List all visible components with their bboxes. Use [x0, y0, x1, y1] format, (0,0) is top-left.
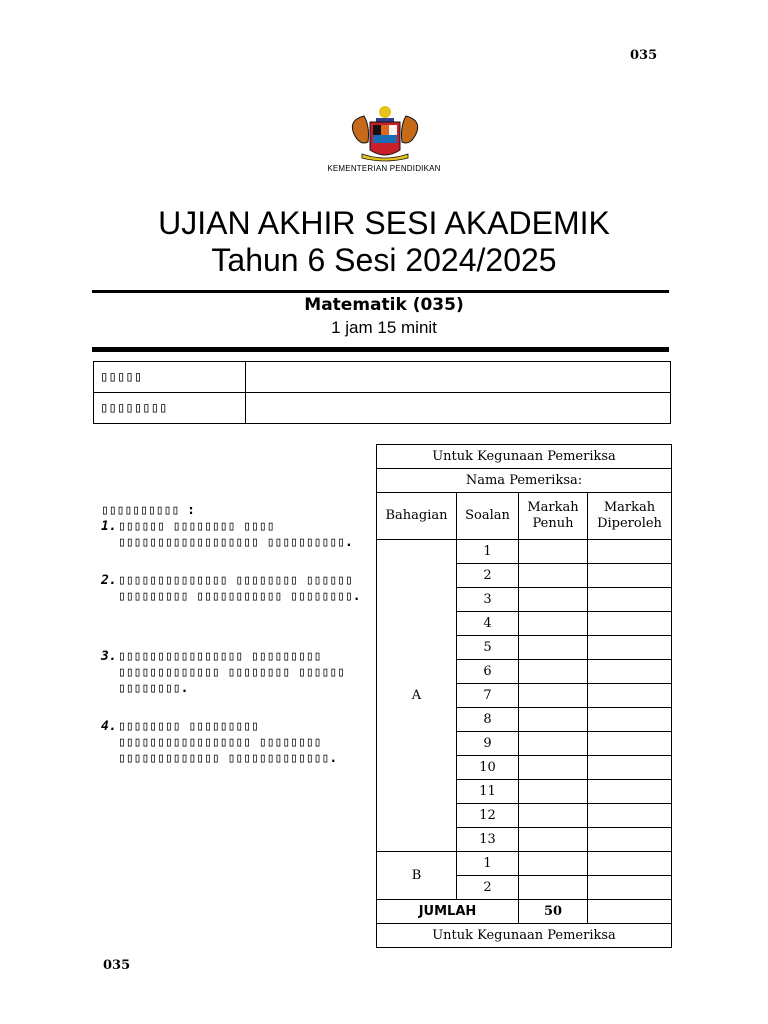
candidate-name-label: ▯▯▯▯▯	[94, 362, 246, 393]
question-number: 12	[457, 804, 519, 828]
instruction-text: ▯▯▯▯▯▯ ▯▯▯▯▯▯▯▯ ▯▯▯▯ ▯▯▯▯▯▯▯▯▯▯▯▯▯▯▯▯▯▯ ▯▯▯▯▯▯▯▯▯▯.	[118, 519, 353, 550]
question-number: 7	[457, 684, 519, 708]
candidate-class-label: ▯▯▯▯▯▯▯▯	[94, 393, 246, 424]
header-section: Bahagian	[377, 493, 457, 540]
section-label: B	[377, 852, 457, 900]
marks-obtained-cell[interactable]	[588, 756, 672, 780]
paper-code-bottom: 035	[103, 958, 131, 973]
marks-obtained-cell[interactable]	[588, 828, 672, 852]
marks-obtained-cell[interactable]	[588, 660, 672, 684]
question-number: 4	[457, 612, 519, 636]
question-number: 6	[457, 660, 519, 684]
instruction-number: 4.	[101, 719, 117, 734]
marks-obtained-cell[interactable]	[588, 876, 672, 900]
exam-duration: 1 jam 15 minit	[331, 318, 437, 337]
question-number: 2	[457, 564, 519, 588]
marks-obtained-cell[interactable]	[588, 804, 672, 828]
full-marks-cell[interactable]	[519, 780, 588, 804]
full-marks-cell[interactable]	[519, 564, 588, 588]
instruction-number: 1.	[101, 519, 117, 534]
section-label: A	[377, 540, 457, 852]
marks-obtained-cell[interactable]	[588, 588, 672, 612]
total-label: JUMLAH	[377, 900, 519, 924]
ministry-label: KEMENTERIAN PENDIDIKAN	[327, 164, 441, 173]
instruction-item	[101, 573, 363, 605]
instructions-heading: ▯▯▯▯▯▯▯▯▯▯ :	[101, 503, 195, 518]
header-full-marks: Markah Penuh	[519, 493, 588, 540]
divider-top	[92, 290, 669, 293]
marks-obtained-cell[interactable]	[588, 636, 672, 660]
question-number: 3	[457, 588, 519, 612]
total-full-marks: 50	[519, 900, 588, 924]
total-marks-obtained[interactable]	[588, 900, 672, 924]
full-marks-cell[interactable]	[519, 660, 588, 684]
instruction-text: ▯▯▯▯▯▯▯▯▯▯▯▯▯▯▯▯ ▯▯▯▯▯▯▯▯▯ ▯▯▯▯▯▯▯▯▯▯▯▯▯ ▯▯▯▯▯▯▯▯ ▯▯▯▯▯▯ ▯▯▯▯▯▯▯▯.	[118, 649, 345, 696]
header-question: Soalan	[457, 493, 519, 540]
exam-title: UJIAN AKHIR SESI AKADEMIK	[158, 205, 610, 241]
instruction-text: ▯▯▯▯▯▯▯▯▯▯▯▯▯▯ ▯▯▯▯▯▯▯▯ ▯▯▯▯▯▯ ▯▯▯▯▯▯▯▯▯ ▯▯▯▯▯▯▯▯▯▯▯ ▯▯▯▯▯▯▯▯.	[118, 573, 361, 604]
marks-obtained-cell[interactable]	[588, 852, 672, 876]
marks-obtained-cell[interactable]	[588, 564, 672, 588]
examiner-name-row[interactable]: Nama Pemeriksa:	[377, 469, 672, 493]
question-number: 13	[457, 828, 519, 852]
full-marks-cell[interactable]	[519, 588, 588, 612]
full-marks-cell[interactable]	[519, 828, 588, 852]
marks-obtained-cell[interactable]	[588, 612, 672, 636]
subject-name: Matematik (035)	[304, 295, 464, 315]
instruction-item	[101, 719, 363, 767]
full-marks-cell[interactable]	[519, 540, 588, 564]
candidate-name-field[interactable]	[246, 362, 671, 393]
candidate-class-field[interactable]	[246, 393, 671, 424]
candidate-info-table	[93, 361, 671, 424]
marks-obtained-cell[interactable]	[588, 732, 672, 756]
full-marks-cell[interactable]	[519, 684, 588, 708]
paper-code-top: 035	[630, 48, 658, 63]
marks-obtained-cell[interactable]	[588, 780, 672, 804]
examiner-marks-table	[376, 444, 672, 948]
marks-obtained-cell[interactable]	[588, 708, 672, 732]
instruction-item	[101, 519, 363, 551]
examiner-use-footer: Untuk Kegunaan Pemeriksa	[377, 924, 672, 948]
marks-obtained-cell[interactable]	[588, 684, 672, 708]
instruction-number: 2.	[101, 573, 117, 588]
instructions	[101, 503, 363, 767]
question-number: 1	[457, 540, 519, 564]
full-marks-cell[interactable]	[519, 852, 588, 876]
question-number: 9	[457, 732, 519, 756]
instruction-text: ▯▯▯▯▯▯▯▯ ▯▯▯▯▯▯▯▯▯ ▯▯▯▯▯▯▯▯▯▯▯▯▯▯▯▯▯ ▯▯▯▯▯▯▯▯ ▯▯▯▯▯▯▯▯▯▯▯▯▯ ▯▯▯▯▯▯▯▯▯▯▯▯▯.	[118, 719, 338, 766]
full-marks-cell[interactable]	[519, 708, 588, 732]
full-marks-cell[interactable]	[519, 636, 588, 660]
divider-bottom	[92, 347, 669, 352]
instruction-number: 3.	[101, 649, 117, 664]
full-marks-cell[interactable]	[519, 876, 588, 900]
question-number: 10	[457, 756, 519, 780]
full-marks-cell[interactable]	[519, 756, 588, 780]
header-marks-obtained: Markah Diperoleh	[588, 493, 672, 540]
table-row	[377, 852, 672, 876]
coat-of-arms-logo	[340, 104, 430, 164]
question-number: 5	[457, 636, 519, 660]
marks-obtained-cell[interactable]	[588, 540, 672, 564]
question-number: 2	[457, 876, 519, 900]
exam-year-session: Tahun 6 Sesi 2024/2025	[211, 242, 557, 278]
question-number: 11	[457, 780, 519, 804]
question-number: 8	[457, 708, 519, 732]
full-marks-cell[interactable]	[519, 612, 588, 636]
examiner-use-title: Untuk Kegunaan Pemeriksa	[377, 445, 672, 469]
table-row	[377, 540, 672, 564]
full-marks-cell[interactable]	[519, 804, 588, 828]
question-number: 1	[457, 852, 519, 876]
full-marks-cell[interactable]	[519, 732, 588, 756]
instruction-item	[101, 649, 363, 697]
